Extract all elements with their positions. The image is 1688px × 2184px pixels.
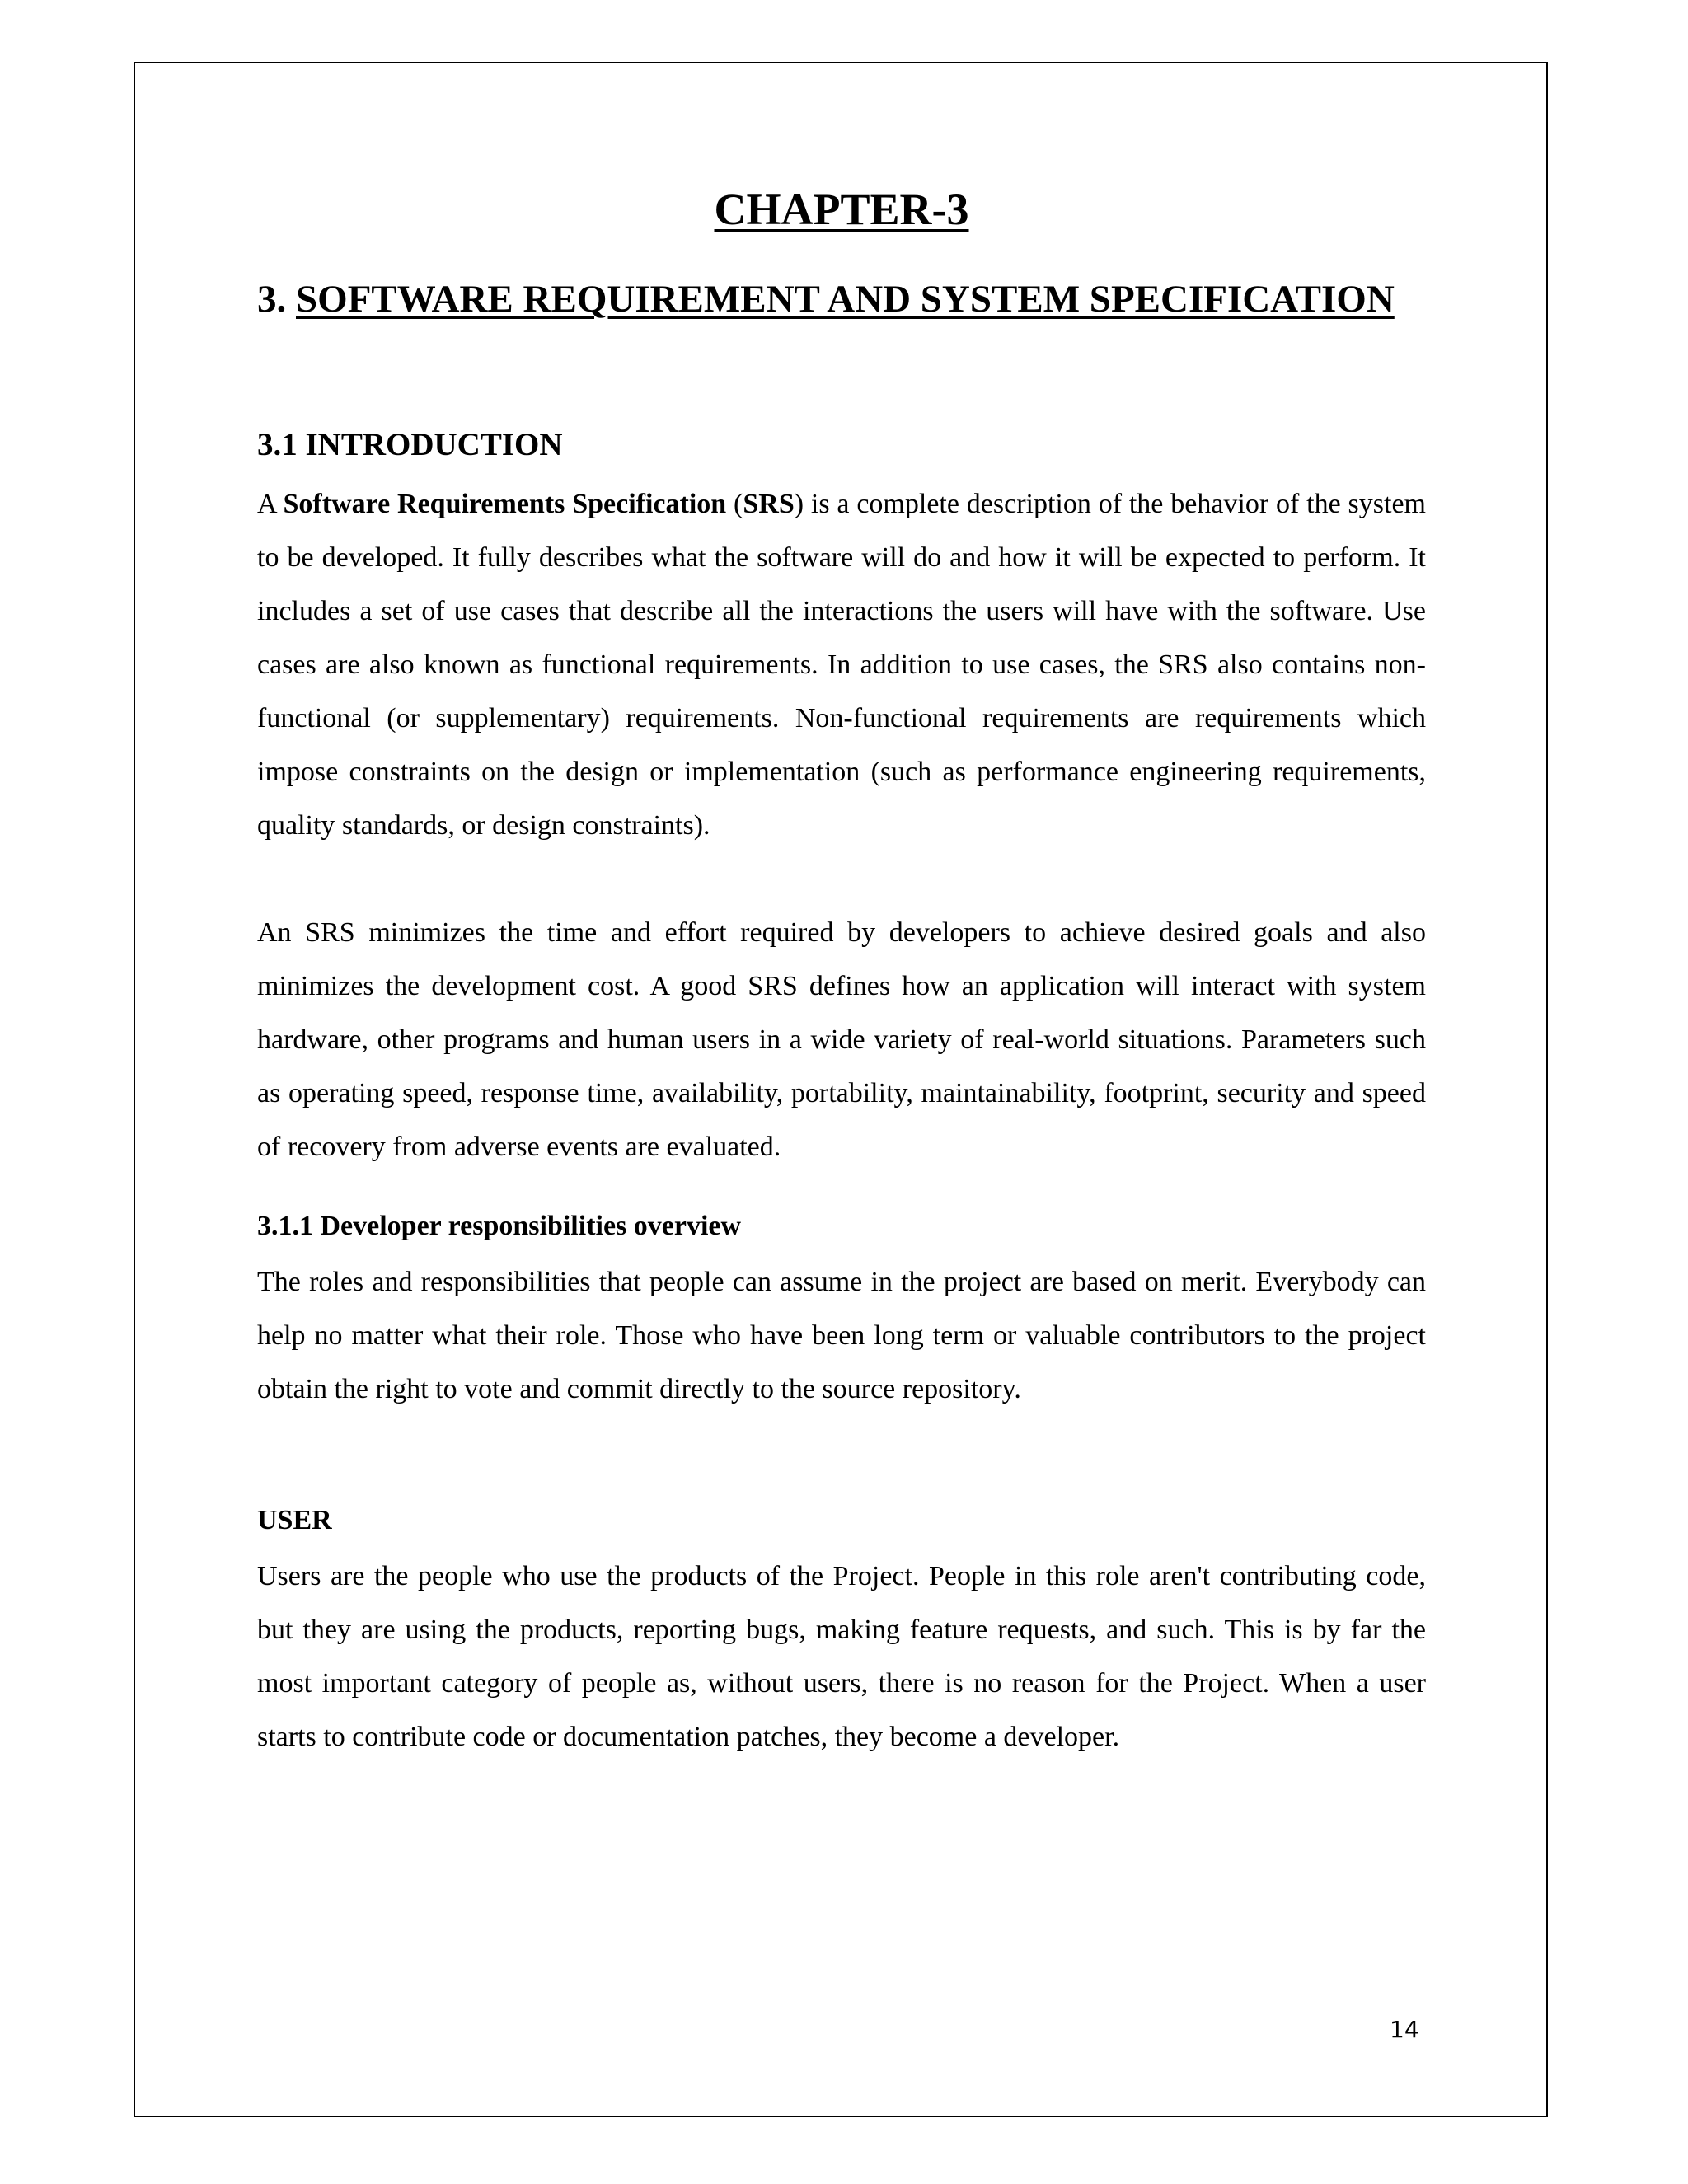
- chapter-title-text: CHAPTER-3: [714, 185, 969, 234]
- introduction-heading: 3.1 INTRODUCTION: [257, 427, 563, 462]
- chapter-title: [257, 183, 1426, 236]
- section-title-text: SOFTWARE REQUIREMENT AND SYSTEM SPECIFICATION: [296, 278, 1395, 321]
- introduction-paragraph-1: [257, 477, 1426, 852]
- section-title: [257, 274, 1493, 324]
- developer-heading: 3.1.1 Developer responsibilities overview: [257, 1211, 742, 1241]
- intro-rest: ) is a complete description of the behavior of the system to be developed. It fully describes what the software will do and how it will be expected to perform. It includes a set of use cases that describe all the interactions the users will have with the software. Use cases are also known as functional requirements. In addition to use cases, the SRS also contains non-functional (or supplementary) requirements. Non-functional requirements are requirements which impose constraints on the design or implementation (such as performance engineering requirements, quality standards, or design constraints).: [257, 489, 1426, 841]
- intro-open-paren: (: [726, 489, 743, 519]
- intro-lead: A: [257, 489, 284, 519]
- srs-term: Software Requirements Specification: [283, 489, 727, 519]
- page-number: 14: [1390, 2016, 1419, 2043]
- user-paragraph: Users are the people who use the products of the Project. People in this role aren't contributing code, but they are using the products, reporting bugs, making feature requests, and such. This is by far the most important category of people as, without users, there is no reason for the Project. When a user starts to contribute code or documentation patches, they become a developer.: [257, 1561, 1426, 1752]
- section-number: 3.: [257, 278, 287, 321]
- introduction-paragraph-2: An SRS minimizes the time and effort required by developers to achieve desired goals and also minimizes the development cost. A good SRS defines how an application will interact with system hardware, other programs and human users in a wide variety of real-world situations. Parameters such as operating speed, response time, availability, portability, maintainability, footprint, security and speed of recovery from adverse events are evaluated.: [257, 917, 1426, 1162]
- srs-abbreviation: SRS: [743, 489, 795, 519]
- developer-paragraph: The roles and responsibilities that people can assume in the project are based on merit. Everybody can help no matter what their role. Those who have been long term or valuable contributors to the project obtain the right to vote and commit directly to the source repository.: [257, 1267, 1426, 1404]
- user-heading: USER: [257, 1505, 332, 1535]
